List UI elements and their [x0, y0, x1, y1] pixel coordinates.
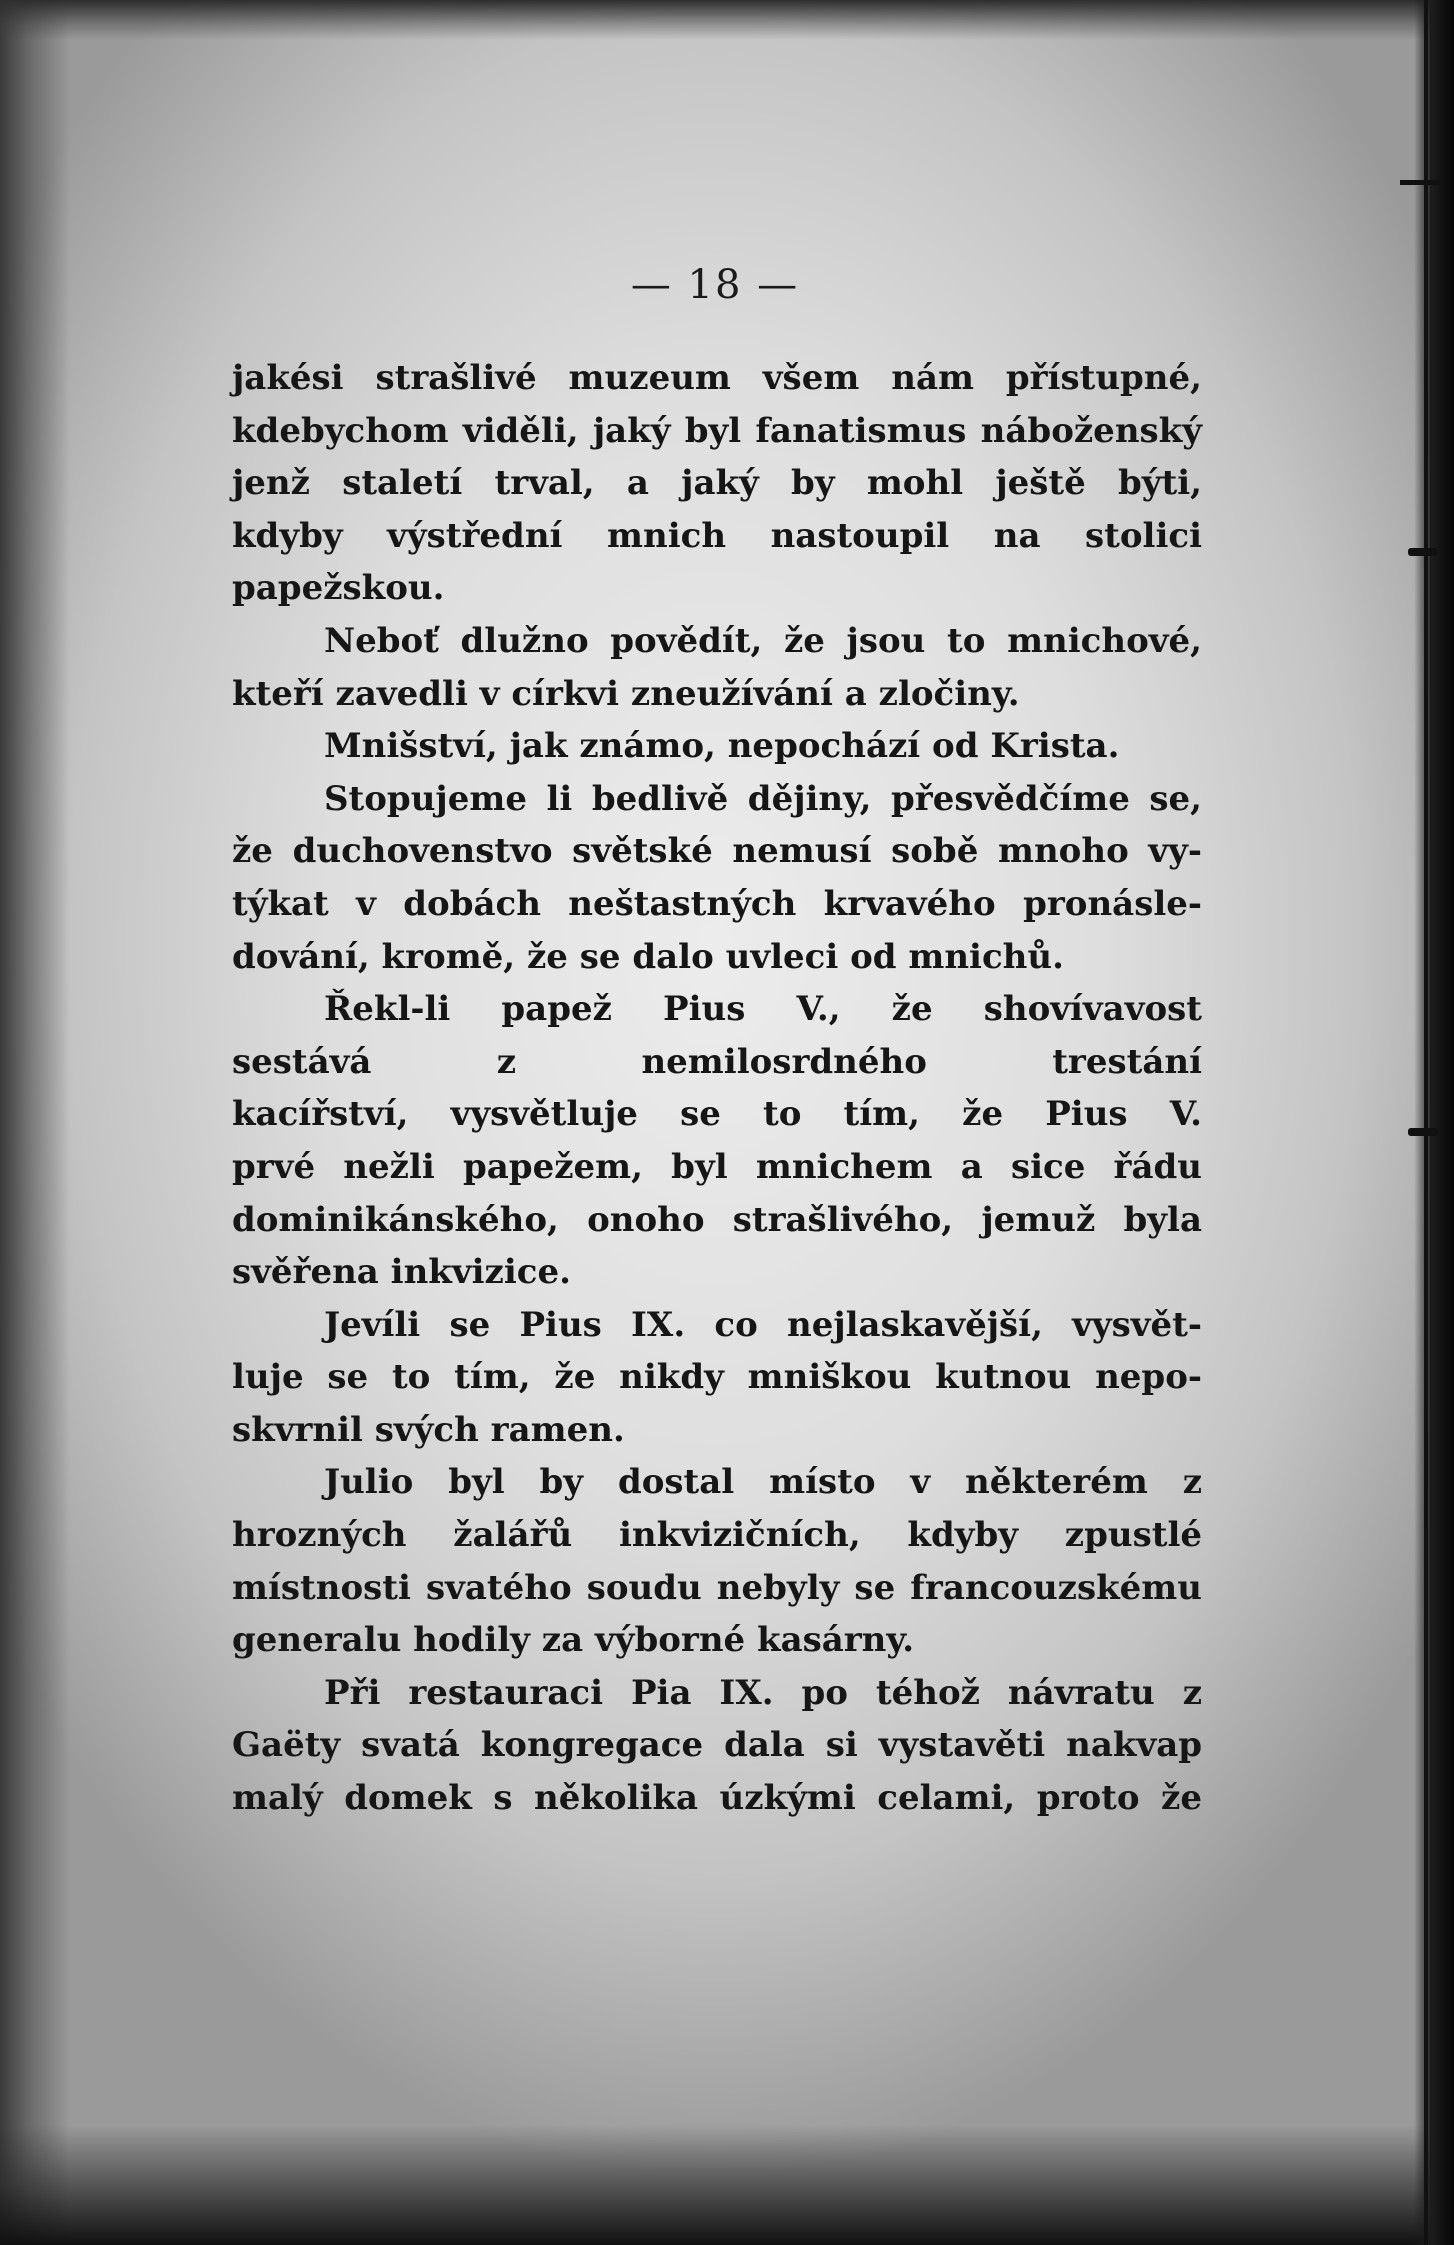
text-line: jenž staletí trval, a jaký by mohl ještě býti,	[232, 463, 1202, 504]
text-line: skvrnil svých ramen.	[232, 1409, 625, 1450]
text-line: dování, kromě, že se dalo uvleci od mnichů.	[232, 936, 1064, 977]
binding-mark	[1408, 1128, 1438, 1136]
text-line: že duchovenstvo světské nemusí sobě mnoho vy-	[232, 831, 1202, 872]
text-line: svěřena inkvizice.	[232, 1252, 571, 1293]
text-line: generalu hodily za výborné kasárny.	[232, 1620, 915, 1661]
binding-mark	[1408, 548, 1438, 556]
text-line: Při restauraci Pia IX. po téhož návratu z	[324, 1672, 1202, 1713]
binding-mark	[1400, 180, 1440, 185]
text-line: kacířství, vysvětluje se to tím, že Pius V.	[232, 1094, 1202, 1135]
text-line: kdyby výstřední mnich nastoupil na stolici	[232, 515, 1202, 556]
scan-left-shadow	[0, 0, 70, 2245]
text-line: Mnišství, jak známo, nepochází od Krista.	[324, 726, 1120, 767]
text-line: Stopujeme li bedlivě dějiny, přesvědčíme se,	[324, 778, 1202, 819]
text-line: prvé nežli papežem, byl mnichem a sice řádu	[232, 1146, 1202, 1187]
text-line: Neboť dlužno povědít, že jsou to mnichové,	[324, 620, 1202, 661]
text-line: týkat v dobách neštastných krvavého pronásle-	[232, 883, 1202, 924]
text-line: kteří zavedli v církvi zneužívání a zločiny.	[232, 673, 1020, 714]
page-number: — 18 —	[630, 262, 800, 308]
text-line: Julio byl by dostal místo v některém z	[324, 1462, 1202, 1503]
body-text	[232, 352, 1202, 1825]
text-line: jakési strašlivé muzeum všem nám přístupné,	[232, 358, 1202, 398]
scan-top-shadow	[0, 0, 1454, 40]
text-line: Jevíli se Pius IX. co nejlaskavější, vysvět-	[324, 1304, 1202, 1345]
scan-right-border	[1414, 0, 1454, 2245]
binding-line	[1424, 0, 1428, 2245]
text-line: malý domek s několika úzkými celami, proto že	[232, 1778, 1202, 1819]
text-line: místnosti svatého soudu nebyly se francouzskému	[232, 1567, 1202, 1608]
text-line: luje se to tím, že nikdy mniškou kutnou nepo-	[232, 1357, 1202, 1398]
text-line: sestává z nemilosrdného trestání	[232, 1041, 1202, 1082]
text-line: hrozných žalářů inkvizičních, kdyby zpustlé	[232, 1515, 1202, 1556]
text-line: kdebychom viděli, jaký byl fanatismus náboženský	[232, 410, 1202, 451]
text-line: dominikánského, onoho strašlivého, jemuž byla	[232, 1199, 1202, 1240]
text-line: Řekl-li papež Pius V., že shovívavost	[324, 989, 1202, 1030]
scan-bottom-shadow	[0, 2125, 1454, 2245]
text-line: papežskou.	[232, 568, 445, 609]
text-line: Gaëty svatá kongregace dala si vystavěti nakvap	[232, 1725, 1202, 1766]
